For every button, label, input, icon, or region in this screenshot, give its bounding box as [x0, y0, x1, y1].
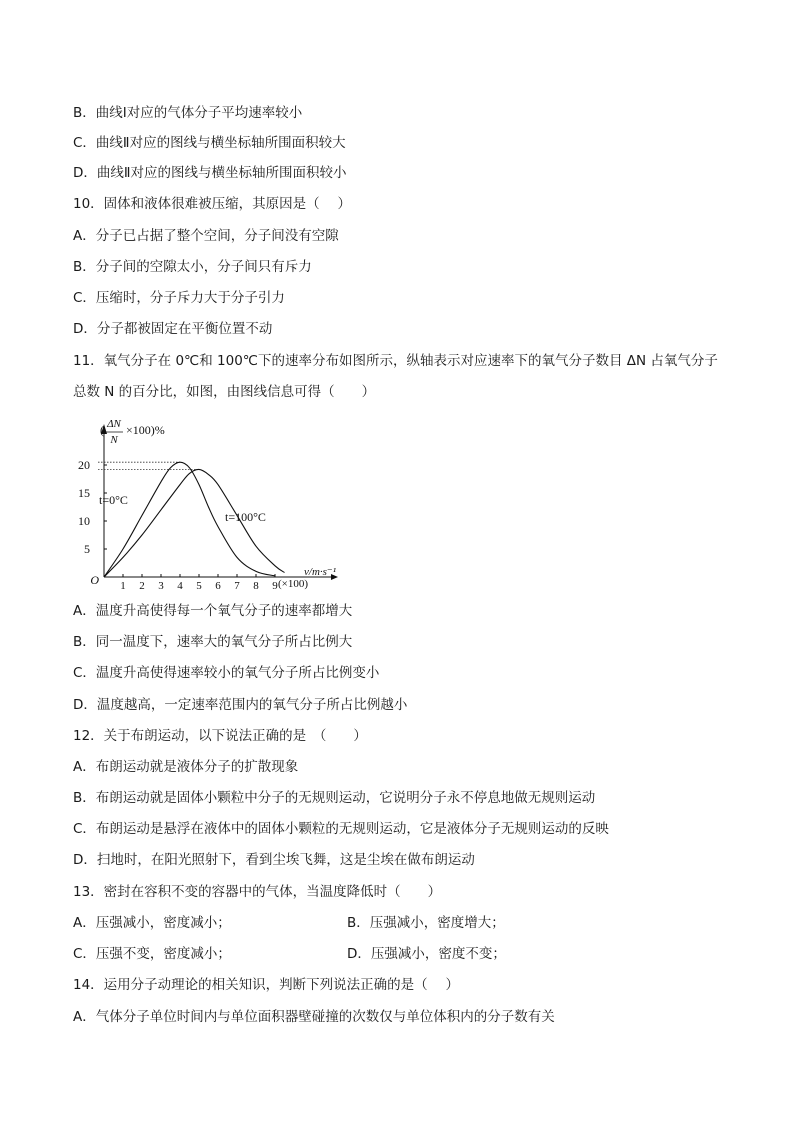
- y-label-prefix: (: [100, 423, 104, 437]
- option-9b: B．曲线Ⅰ对应的气体分子平均速率较小: [73, 105, 303, 121]
- option-13a: A．压强减小，密度减小；: [73, 915, 231, 931]
- origin-label: O: [90, 573, 99, 587]
- y-label-fraction-numerator: ΔN: [107, 418, 121, 430]
- series-label-0c: t=0°C: [99, 493, 128, 507]
- option-11d: D．温度越高，一定速率范围内的氧气分子所占比例越小: [73, 697, 408, 713]
- y-label-suffix: ×100)%: [126, 423, 165, 437]
- option-10c: C．压缩时，分子斥力大于分子引力: [73, 290, 285, 306]
- option-11b: B．同一温度下，速率大的氧气分子所占比例大: [73, 634, 353, 650]
- option-10a: A．分子已占据了整个空间，分子间没有空隙: [73, 228, 339, 244]
- x-tick-label: 5: [196, 580, 202, 592]
- x-tick-label: 3: [158, 580, 164, 592]
- options-13-row2: [73, 945, 506, 963]
- x-tick-label: 7: [234, 580, 240, 592]
- question-11-line2: 总数 N 的百分比，如图，由图线信息可得（ ）: [73, 384, 376, 400]
- question-11-line1: 11．氧气分子在 0℃和 100℃下的速率分布如图所示，纵轴表示对应速率下的氧气分子数目 ΔN 占氧气分子: [73, 353, 718, 369]
- x-tick-label: 6: [215, 580, 221, 592]
- x-tick-label: 2: [139, 580, 145, 592]
- x-tick-label: 8: [253, 580, 259, 592]
- option-13b: B．压强减小，密度增大；: [347, 915, 505, 931]
- x-tick-label: 4: [177, 580, 183, 592]
- question-13: 13．密封在容积不变的容器中的气体，当温度降低时（ ）: [73, 884, 442, 900]
- option-13c: C．压强不变，密度减小；: [73, 946, 231, 962]
- x-unit-note: (×100): [278, 578, 309, 590]
- option-9c: C．曲线Ⅱ对应的图线与横坐标轴所围面积较大: [73, 135, 346, 151]
- option-11a: A．温度升高使得每一个氧气分子的速率都增大: [73, 603, 353, 619]
- speed-distribution-graph: [75, 418, 355, 594]
- option-10d: D．分子都被固定在平衡位置不动: [73, 321, 273, 337]
- option-11c: C．温度升高使得速率较小的氧气分子所占比例变小: [73, 665, 380, 681]
- y-tick-label: 10: [78, 514, 90, 528]
- option-13d: D．压强减小，密度不变；: [347, 946, 506, 962]
- question-12: 12．关于布朗运动，以下说法正确的是 （ ）: [73, 728, 367, 744]
- y-tick-label: 20: [78, 458, 90, 472]
- option-9d: D．曲线Ⅱ对应的图线与横坐标轴所围面积较小: [73, 165, 347, 181]
- y-tick-label: 15: [78, 486, 90, 500]
- y-tick-labels: [78, 458, 107, 556]
- options-13-row1: [73, 914, 505, 932]
- option-12c: C．布朗运动是悬浮在液体中的固体小颗粒的无规则运动，它是液体分子无规则运动的反映: [73, 821, 609, 837]
- option-14a: A．气体分子单位时间内与单位面积器壁碰撞的次数仅与单位体积内的分子数有关: [73, 1009, 555, 1025]
- option-12d: D．扫地时，在阳光照射下，看到尘埃飞舞，这是尘埃在做布朗运动: [73, 852, 475, 868]
- y-tick-label: 5: [84, 542, 90, 556]
- x-tick-label: 9: [272, 580, 278, 592]
- question-14: 14．运用分子动理论的相关知识，判断下列说法正确的是（ ）: [73, 977, 459, 993]
- x-tick-label: 1: [120, 580, 126, 592]
- series-label-100c: t=100°C: [225, 510, 266, 524]
- y-label-fraction-denominator: N: [110, 434, 118, 446]
- question-10: 10．固体和液体很难被压缩，其原因是（ ）: [73, 196, 351, 212]
- option-10b: B．分子间的空隙太小，分子间只有斥力: [73, 259, 312, 275]
- x-axis-label: v/m·s⁻¹: [304, 566, 337, 578]
- option-12b: B．布朗运动就是固体小颗粒中分子的无规则运动，它说明分子永不停息地做无规则运动: [73, 790, 596, 806]
- option-12a: A．布朗运动就是液体分子的扩散现象: [73, 759, 299, 775]
